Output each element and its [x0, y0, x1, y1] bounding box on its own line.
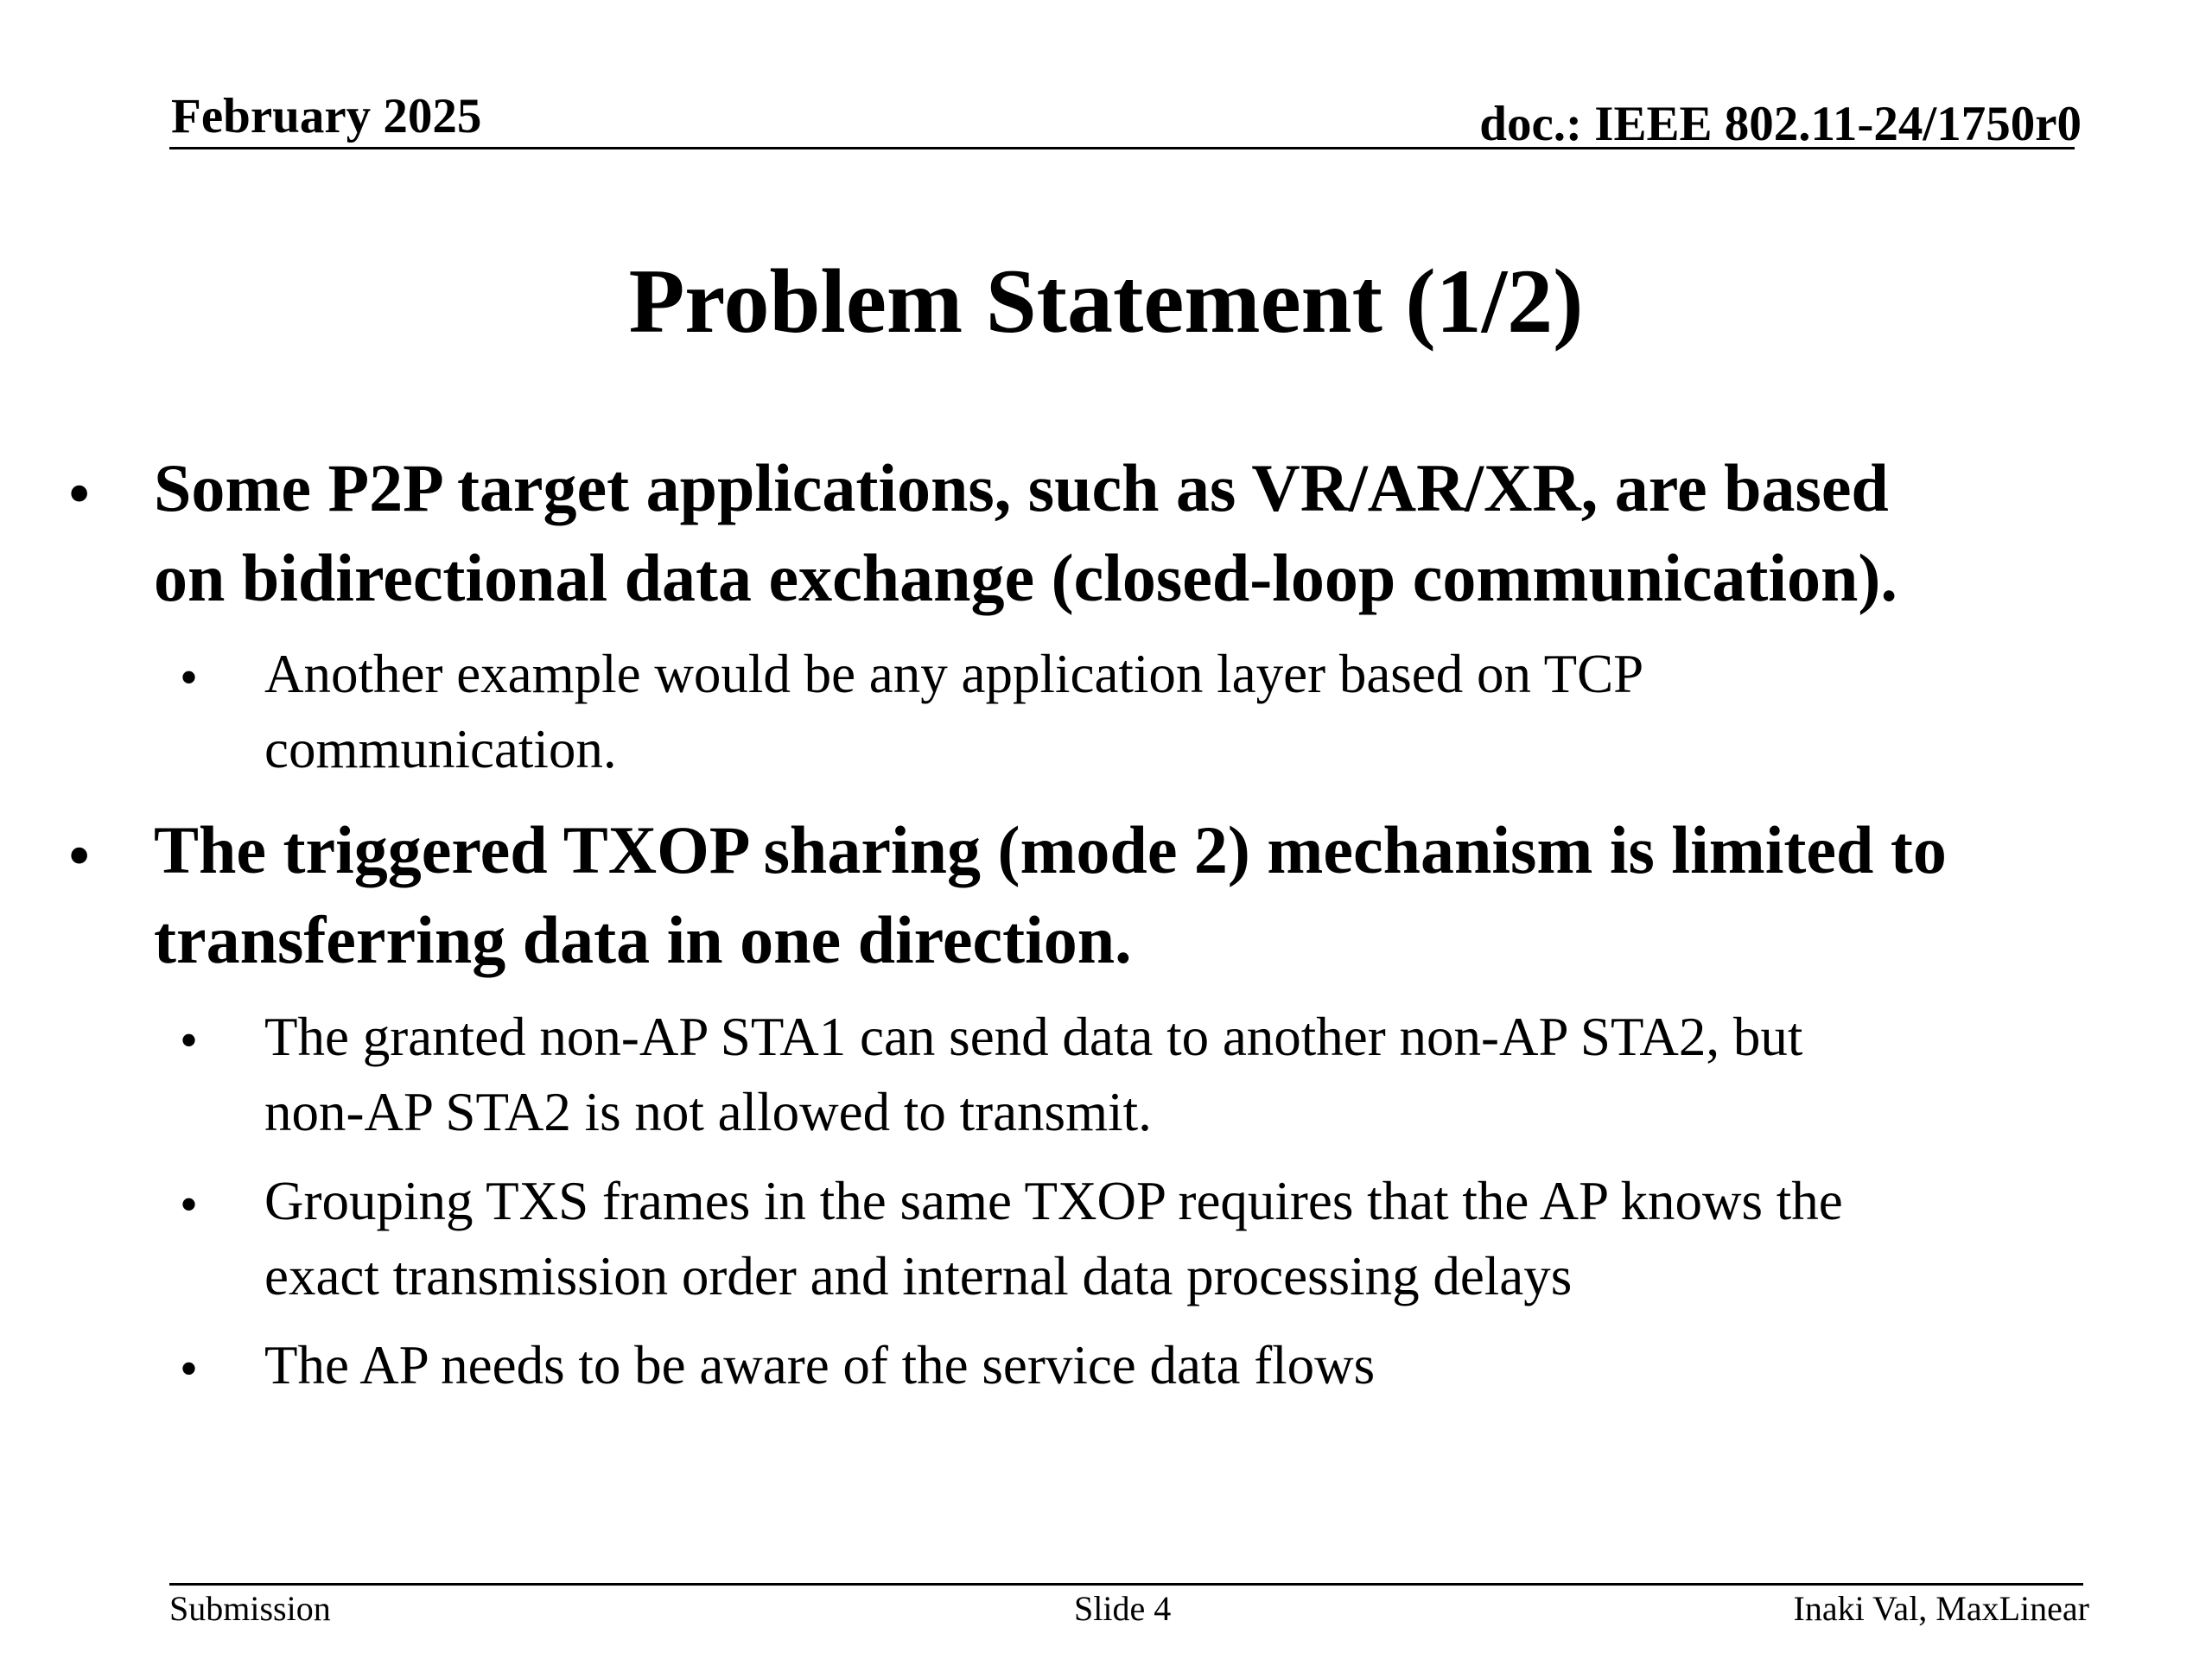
- sub-bullet-1-1-line-2: communication.: [264, 719, 617, 779]
- sub-bullet-marker: •: [180, 649, 199, 706]
- sub-bullet-2-2-line-2: exact transmission order and internal data processing delays: [264, 1246, 1573, 1306]
- bullet-2-text: [154, 805, 1947, 985]
- bullet-1-line-2: on bidirectional data exchange (closed-loop communication).: [154, 540, 1897, 615]
- sub-bullet-marker: •: [180, 1012, 199, 1069]
- bullet-marker: •: [67, 455, 92, 531]
- footer-submission: Submission: [169, 1589, 331, 1628]
- sub-bullet-1-1-text: [264, 637, 1643, 787]
- sub-bullet-2-3-text: [264, 1328, 1375, 1403]
- sub-bullet-2-2-text: [264, 1164, 1843, 1314]
- bullet-2-line-2: transferring data in one direction.: [154, 902, 1132, 977]
- footer-slide-number: Slide 4: [1074, 1589, 1172, 1628]
- slide-title: Problem Statement (1/2): [628, 251, 1584, 352]
- sub-bullet-2-3-line-1: The AP needs to be aware of the service data flows: [264, 1335, 1376, 1395]
- sub-bullet-2-1-line-1: The granted non-AP STA1 can send data to another non-AP STA2, but: [264, 1007, 1803, 1067]
- sub-bullet-2-2-line-1: Grouping TXS frames in the same TXOP requires that the AP knows the: [264, 1171, 1843, 1231]
- footer-divider: [169, 1583, 2083, 1586]
- footer-author: Inaki Val, MaxLinear: [1793, 1589, 2089, 1628]
- header-divider: [169, 147, 2075, 149]
- bullet-2-line-1: The triggered TXOP sharing (mode 2) mechanism is limited to: [154, 812, 1947, 887]
- header-doc-id: doc.: IEEE 802.11-24/1750r0: [1479, 97, 2082, 151]
- sub-bullet-2-1-line-2: non-AP STA2 is not allowed to transmit.: [264, 1082, 1152, 1142]
- sub-bullet-marker: •: [180, 1176, 199, 1233]
- sub-bullet-2-1-text: [264, 1000, 1802, 1150]
- sub-bullet-marker: •: [180, 1340, 199, 1397]
- bullet-1-text: [154, 443, 1897, 623]
- sub-bullet-1-1-line-1: Another example would be any application layer based on TCP: [264, 644, 1644, 704]
- header-date: February 2025: [171, 89, 482, 143]
- bullet-marker: •: [67, 817, 92, 893]
- bullet-1-line-1: Some P2P target applications, such as VR/AR/XR, are based: [154, 450, 1889, 525]
